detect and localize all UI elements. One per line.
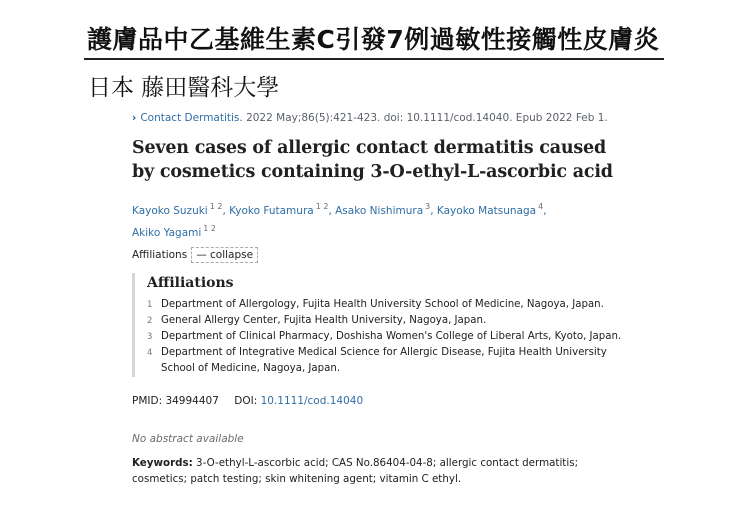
keywords (132, 455, 612, 487)
affiliation-text: Department of Clinical Pharmacy, Doshisha Women's College of Liberal Arts, Kyoto, Japan. (161, 331, 622, 342)
affiliations-panel (132, 273, 632, 377)
affiliation-item (147, 297, 632, 313)
chevron-right-icon: › (132, 112, 137, 124)
author-affiliation-refs[interactable]: 1 2 (203, 224, 217, 233)
news-headline: 護膚品中乙基維生素C引發7例過敏性接觸性皮膚炎 (87, 25, 660, 54)
journal-link[interactable]: Contact Dermatitis. (140, 112, 243, 124)
author-link[interactable]: Akiko Yagami (132, 227, 202, 239)
collapse-affiliations-button[interactable]: — collapse (191, 247, 258, 263)
doi-label: DOI: (234, 395, 258, 407)
author-link[interactable]: Kayoko Suzuki (132, 205, 208, 217)
article-title: Seven cases of allergic contact dermatitis caused by cosmetics containing 3-O-ethyl-L-ascorbic acid (132, 138, 613, 182)
affiliations-list (147, 297, 632, 377)
affiliation-item (147, 345, 632, 377)
affiliations-heading: Affiliations (147, 275, 234, 291)
pmid: PMID: 34994407 (132, 395, 219, 407)
headline-divider (84, 58, 664, 60)
affiliation-number: 2 (147, 316, 153, 326)
news-subheadline: 日本 藤田醫科大學 (88, 75, 280, 101)
affiliation-text: Department of Allergology, Fujita Health University School of Medicine, Nagoya, Japan. (161, 299, 604, 310)
affiliation-item (147, 313, 632, 329)
citation-line (132, 112, 632, 124)
affiliation-text: General Allergy Center, Fujita Health University, Nagoya, Japan. (161, 315, 487, 326)
affiliation-number: 4 (147, 348, 153, 358)
identifiers (132, 395, 632, 407)
author-link[interactable]: Asako Nishimura (335, 205, 424, 217)
author-affiliation-refs[interactable]: 1 2 (315, 202, 329, 211)
affiliation-item (147, 329, 632, 345)
affiliation-number: 3 (147, 332, 153, 342)
keywords-label: Keywords: (132, 457, 193, 469)
author-link[interactable]: Kyoko Futamura (229, 205, 314, 217)
doi-link[interactable]: 10.1111/cod.14040 (260, 395, 364, 407)
author-affiliation-refs[interactable]: 4 (538, 202, 544, 211)
author-list: Kayoko Suzuki $^{1 2}$, Kyoko Futamura $^{1 2}$, Asako Nishimura $^3$, Kayoko Matsunaga $^4$, Akiko Yagami $^{1 2}$ (132, 202, 547, 239)
keywords-text: 3-O-ethyl-L-ascorbic acid; CAS No.86404-04-8; allergic contact dermatitis; cosmetics; patch testing; skin whitening agent; vitamin C ethyl. (132, 457, 579, 485)
affiliation-text: Department of Integrative Medical Science for Allergic Disease, Fujita Health University School of Medicine, Nagoya, Japan. (161, 347, 607, 374)
author-affiliation-refs[interactable]: 3 (425, 202, 431, 211)
author-affiliation-refs[interactable]: 1 2 (209, 202, 223, 211)
affiliations-label: Affiliations (132, 249, 188, 261)
affiliation-number: 1 (147, 300, 153, 310)
pubmed-article (132, 112, 632, 487)
citation-details: 2022 May;86(5):421-423. doi: 10.1111/cod.14040. Epub 2022 Feb 1. (242, 112, 608, 124)
no-abstract-note: No abstract available (132, 433, 244, 445)
affiliations-toggle-row (132, 247, 632, 263)
author-link[interactable]: Kayoko Matsunaga (436, 205, 537, 217)
